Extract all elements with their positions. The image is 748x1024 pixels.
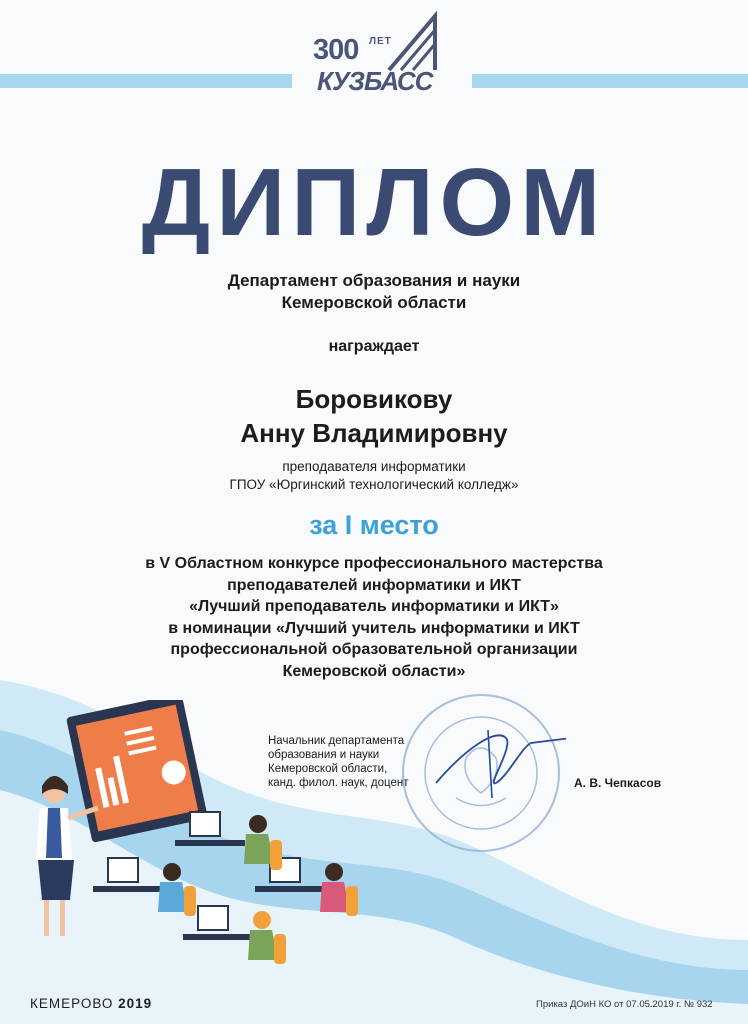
department-name — [0, 270, 748, 314]
signature-line: образования и науки — [268, 749, 380, 761]
logo-name: КУЗБАСС — [317, 66, 433, 96]
footer-city-year — [30, 996, 152, 1011]
department-line-1: Департамент образования и науки — [227, 271, 521, 290]
contest-line: в V Областном конкурсе профессионального мастерства — [145, 555, 603, 572]
signer-name: А. В. Чепкасов — [574, 776, 662, 790]
header-stripe-left — [0, 74, 292, 88]
footer-order: Приказ ДОиН КО от 07.05.2019 г. № 932 — [536, 999, 713, 1010]
contest-line: профессиональной образовательной организации — [170, 641, 578, 658]
logo-let: ЛЕТ — [369, 36, 392, 47]
recipient-name — [0, 382, 748, 450]
contest-line: «Лучший преподаватель информатики и ИКТ» — [189, 598, 559, 615]
recipient-surname: Боровикову — [295, 384, 453, 414]
diploma-title: ДИПЛОМ — [141, 149, 607, 256]
department-line-2: Кемеровской области — [281, 293, 467, 312]
position-line-2: ГПОУ «Юргинский технологический колледж» — [229, 477, 519, 492]
signature-line: Начальник департамента — [268, 735, 405, 747]
recipient-given-names: Анну Владимировну — [240, 418, 508, 448]
signature-line: Кемеровской области, — [268, 763, 388, 775]
official-stamp — [396, 688, 566, 858]
recipient-position — [0, 458, 748, 494]
footer-year: 2019 — [118, 996, 153, 1011]
contest-line: Кемеровской области» — [282, 662, 466, 680]
kuzbass-300-logo — [305, 8, 455, 98]
awards-text: награждает — [328, 338, 420, 355]
footer-city: КЕМЕРОВО — [30, 996, 114, 1011]
contest-line: преподавателей информатики и ИКТ — [227, 576, 521, 594]
logo-number: 300 — [313, 34, 359, 66]
signature-line: канд. филол. наук, доцент — [268, 777, 409, 789]
contest-line: в номинации «Лучший учитель информатики и ИКТ — [168, 619, 580, 637]
classroom-illustration — [0, 700, 380, 1000]
position-line-1: преподавателя информатики — [282, 459, 466, 474]
header-stripe-right — [472, 74, 748, 88]
award-place: за I место — [309, 510, 439, 540]
